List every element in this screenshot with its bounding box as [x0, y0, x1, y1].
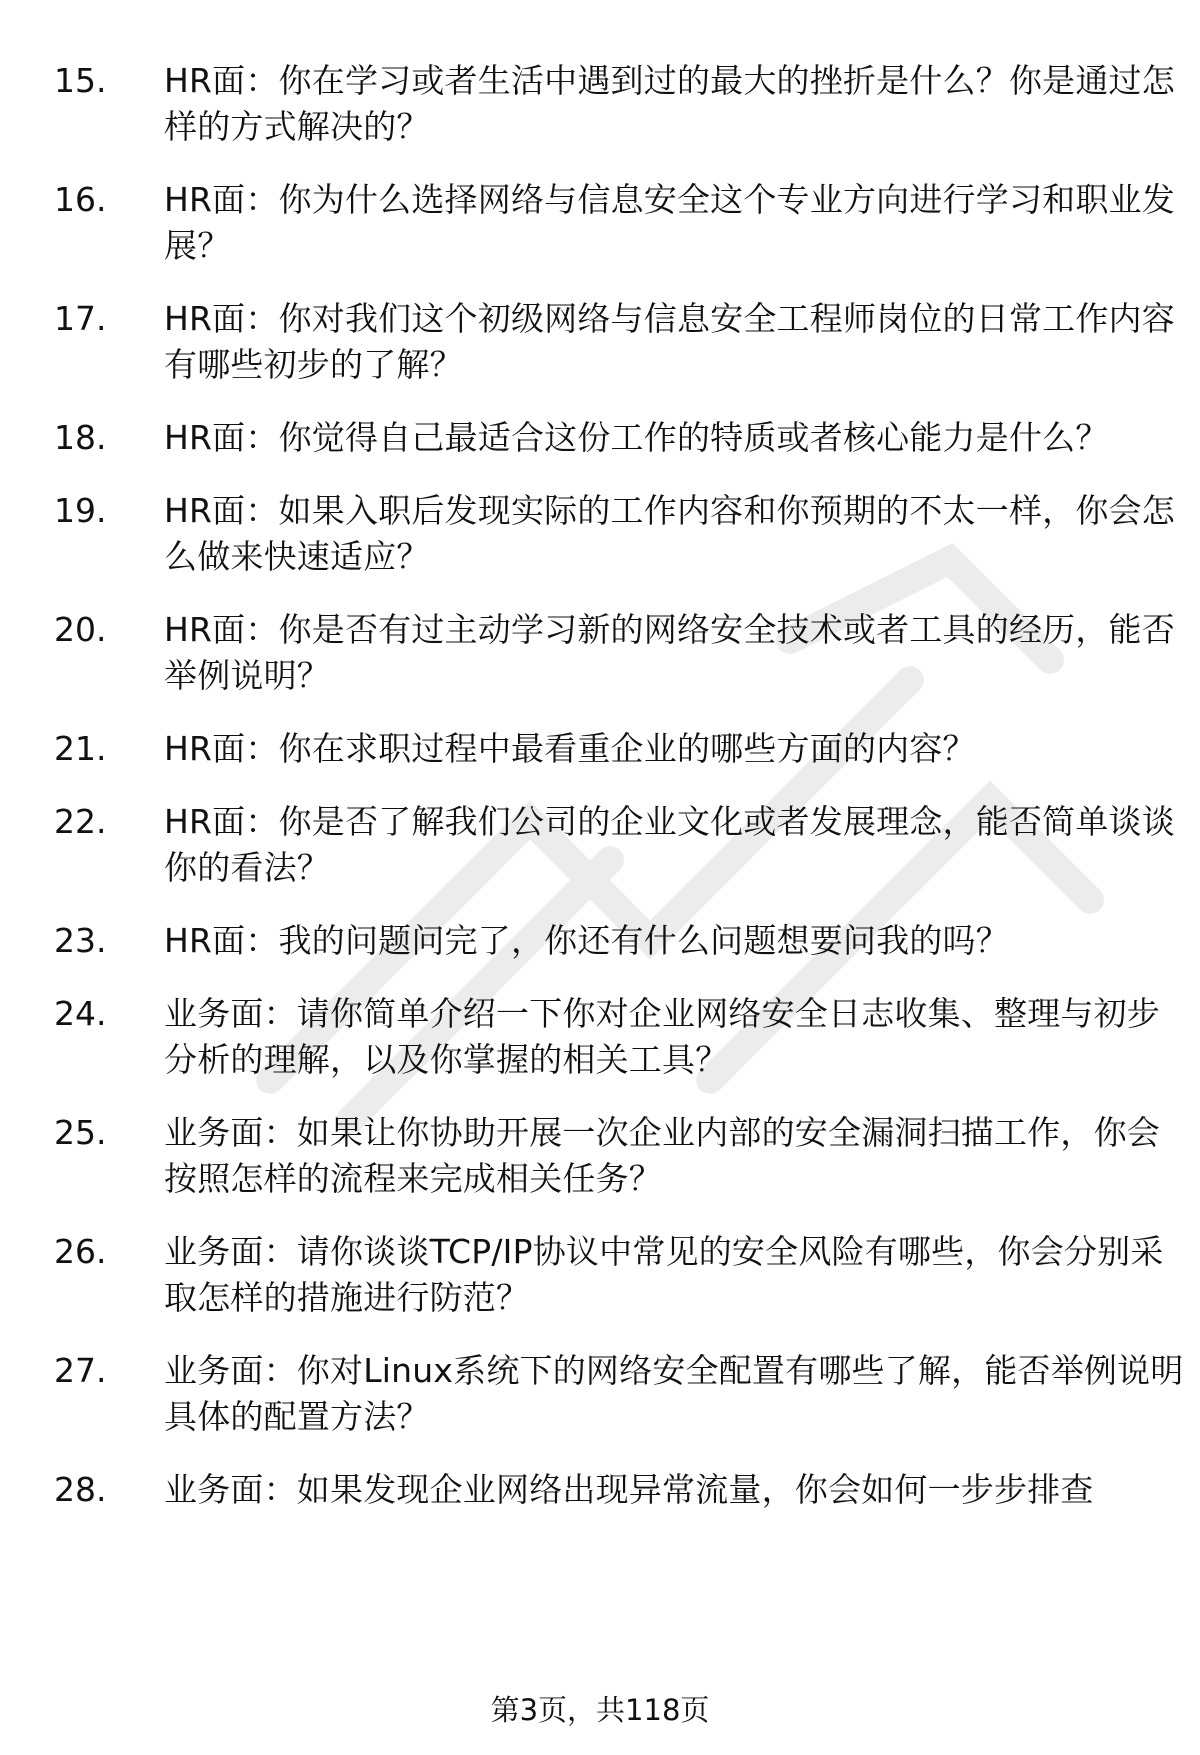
question-number: 27.	[54, 1351, 107, 1390]
question-number: 28.	[54, 1470, 107, 1509]
list-item	[0, 918, 1200, 964]
question-text: 业务面：如果发现企业网络出现异常流量，你会如何一步步排查	[164, 1470, 1094, 1509]
question-text: 业务面：你对Linux系统下的网络安全配置有哪些了解，能否举例说明具体的配置方法？	[164, 1351, 1184, 1436]
question-text: HR面：你在求职过程中最看重企业的哪些方面的内容？	[164, 729, 976, 768]
question-text: 业务面：请你简单介绍一下你对企业网络安全日志收集、整理与初步分析的理解，以及你掌握的相关工具？	[164, 994, 1160, 1079]
question-text: 业务面：如果让你协助开展一次企业内部的安全漏洞扫描工作，你会按照怎样的流程来完成相关任务？	[164, 1113, 1160, 1198]
question-number: 18.	[54, 418, 107, 457]
question-number: 22.	[54, 802, 107, 841]
question-text: HR面：你对我们这个初级网络与信息安全工程师岗位的日常工作内容有哪些初步的了解？	[164, 299, 1175, 384]
question-number: 16.	[54, 180, 107, 219]
question-number: 25.	[54, 1113, 107, 1152]
question-text: 业务面：请你谈谈TCP/IP协议中常见的安全风险有哪些，你会分别采取怎样的措施进行防范？	[164, 1232, 1164, 1317]
list-item	[0, 1229, 1200, 1321]
question-text: HR面：你是否了解我们公司的企业文化或者发展理念，能否简单谈谈你的看法？	[164, 802, 1175, 887]
question-list	[0, 58, 1200, 1540]
list-item	[0, 607, 1200, 699]
question-number: 24.	[54, 994, 107, 1033]
page-footer: 第3页，共118页	[490, 1693, 710, 1727]
question-number: 17.	[54, 299, 107, 338]
list-item	[0, 177, 1200, 269]
list-item	[0, 488, 1200, 580]
question-text: HR面：如果入职后发现实际的工作内容和你预期的不太一样，你会怎么做来快速适应？	[164, 491, 1175, 576]
question-number: 26.	[54, 1232, 107, 1271]
list-item	[0, 296, 1200, 388]
question-number: 19.	[54, 491, 107, 530]
question-text: HR面：你为什么选择网络与信息安全这个专业方向进行学习和职业发展？	[164, 180, 1175, 265]
question-number: 20.	[54, 610, 107, 649]
question-number: 15.	[54, 61, 107, 100]
question-text: HR面：你觉得自己最适合这份工作的特质或者核心能力是什么？	[164, 418, 1109, 457]
list-item	[0, 991, 1200, 1083]
list-item	[0, 726, 1200, 772]
list-item	[0, 799, 1200, 891]
list-item	[0, 1467, 1200, 1513]
question-text: HR面：我的问题问完了，你还有什么问题想要问我的吗？	[164, 921, 1009, 960]
list-item	[0, 1110, 1200, 1202]
question-number: 23.	[54, 921, 107, 960]
question-number: 21.	[54, 729, 107, 768]
question-text: HR面：你是否有过主动学习新的网络安全技术或者工具的经历，能否举例说明？	[164, 610, 1175, 695]
list-item	[0, 58, 1200, 150]
list-item	[0, 1348, 1200, 1440]
question-text: HR面：你在学习或者生活中遇到过的最大的挫折是什么？你是通过怎样的方式解决的？	[164, 61, 1175, 146]
list-item	[0, 415, 1200, 461]
